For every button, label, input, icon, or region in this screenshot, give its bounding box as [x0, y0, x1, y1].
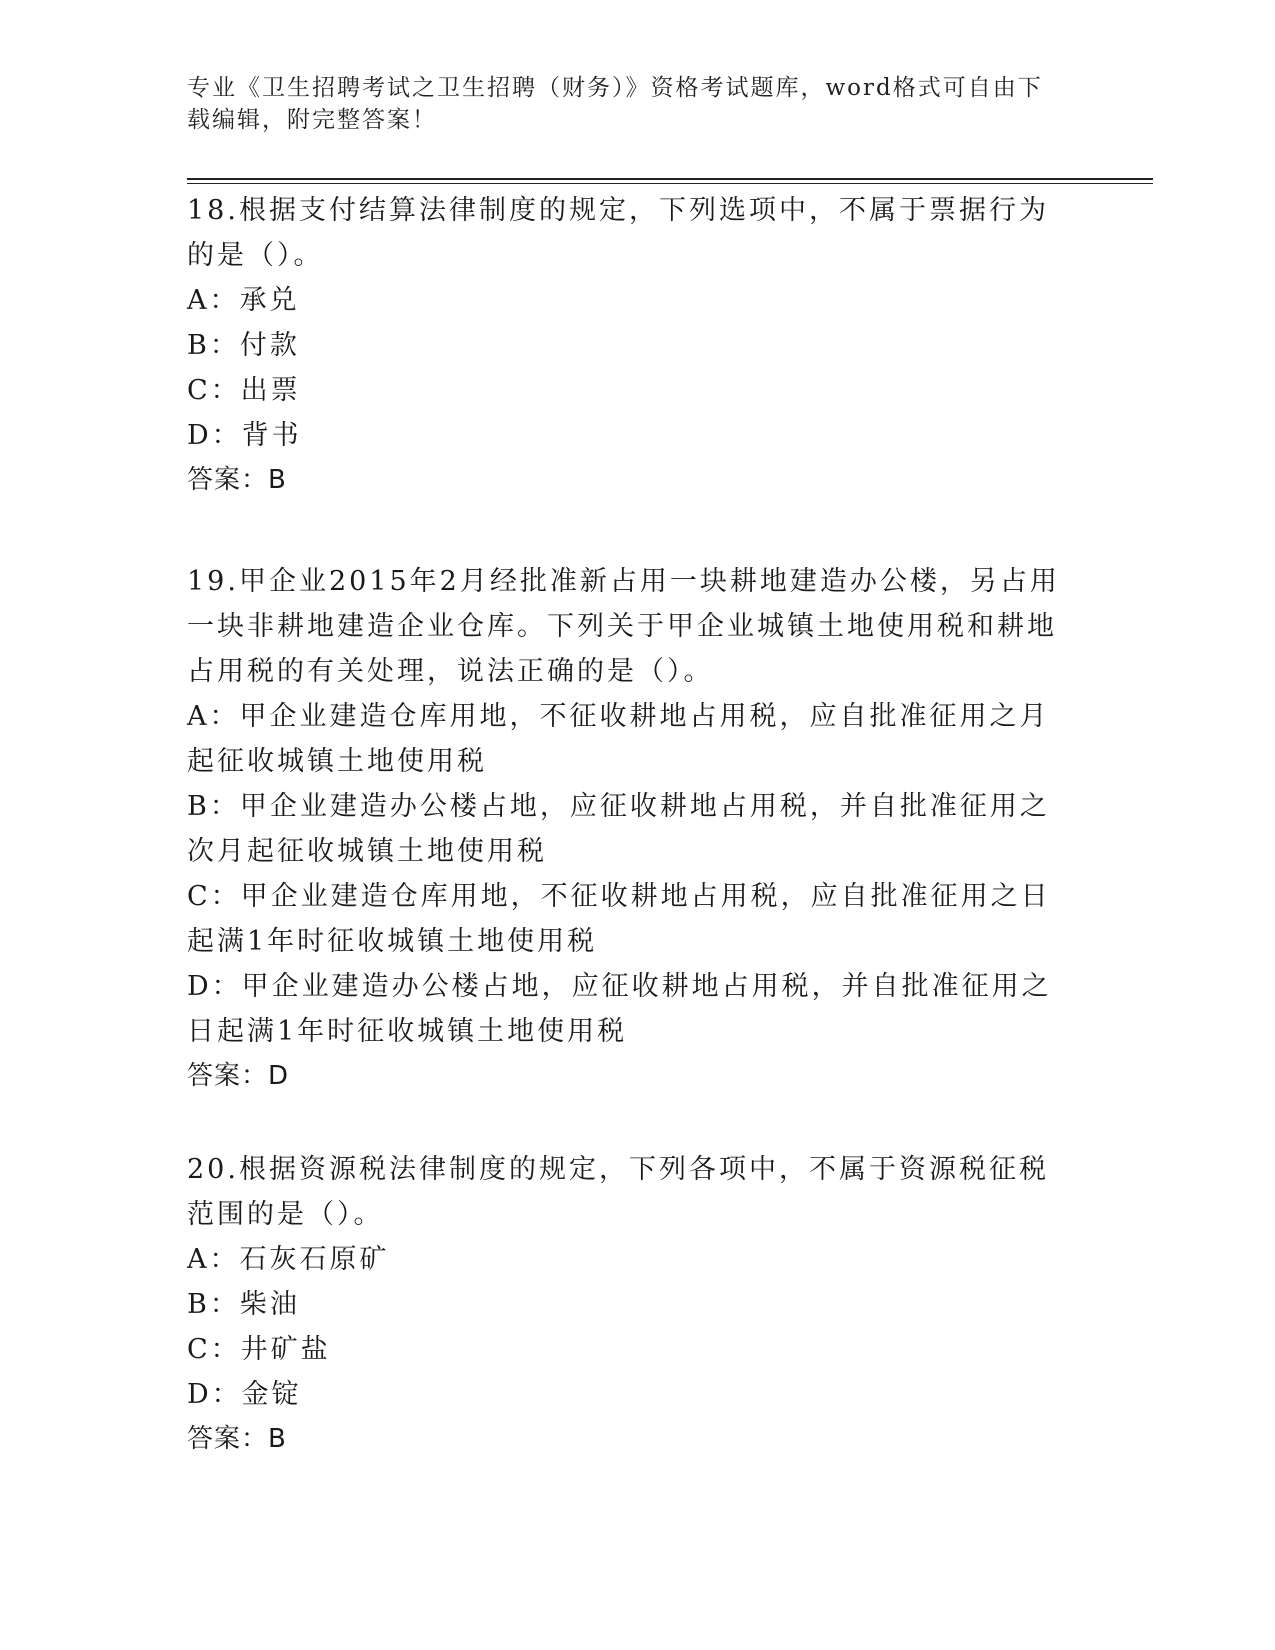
question-18: [187, 188, 1072, 503]
question-stem: 18.根据支付结算法律制度的规定，下列选项中，不属于票据行为的是（）。: [187, 195, 1049, 271]
question-list: [187, 188, 1072, 1462]
option-d: D：甲企业建造办公楼占地，应征收耕地占用税，并自批准征用之日起满1年时征收城镇土地使用税: [187, 971, 1052, 1047]
question-spacer: [187, 503, 1072, 559]
option-d: D：背书: [187, 420, 302, 451]
question-stem: 19.甲企业2015年2月经批准新占用一块耕地建造办公楼，另占用一块非耕地建造企业仓库。下列关于甲企业城镇土地使用税和耕地占用税的有关处理，说法正确的是（）。: [187, 566, 1060, 687]
option-d: D：金锭: [187, 1379, 302, 1410]
question-19: [187, 559, 1072, 1099]
option-b: B：付款: [187, 330, 300, 361]
option-b: B：甲企业建造办公楼占地，应征收耕地占用税，并自批准征用之次月起征收城镇土地使用税: [187, 791, 1050, 867]
answer: 答案：D: [187, 1061, 290, 1091]
option-a: A：承兑: [187, 285, 300, 316]
option-c: C：井矿盐: [187, 1334, 331, 1365]
option-a: A：石灰石原矿: [187, 1244, 390, 1275]
answer: 答案：B: [187, 465, 287, 495]
option-c: C：甲企业建造仓库用地，不征收耕地占用税，应自批准征用之日起满1年时征收城镇土地使用税: [187, 881, 1051, 957]
question-spacer: [187, 1099, 1072, 1147]
option-b: B：柴油: [187, 1289, 300, 1320]
question-stem: 20.根据资源税法律制度的规定，下列各项中，不属于资源税征税范围的是（）。: [187, 1154, 1049, 1230]
option-c: C：出票: [187, 375, 301, 406]
option-a: A：甲企业建造仓库用地，不征收耕地占用税，应自批准征用之月起征收城镇土地使用税: [187, 701, 1050, 777]
question-20: [187, 1147, 1072, 1462]
header-divider-thin: [187, 183, 1153, 184]
answer: 答案：B: [187, 1424, 287, 1454]
document-header: 专业《卫生招聘考试之卫生招聘（财务）》资格考试题库，word格式可自由下载编辑，附完整答案！: [187, 75, 1043, 133]
header-divider-thick: [187, 178, 1153, 180]
